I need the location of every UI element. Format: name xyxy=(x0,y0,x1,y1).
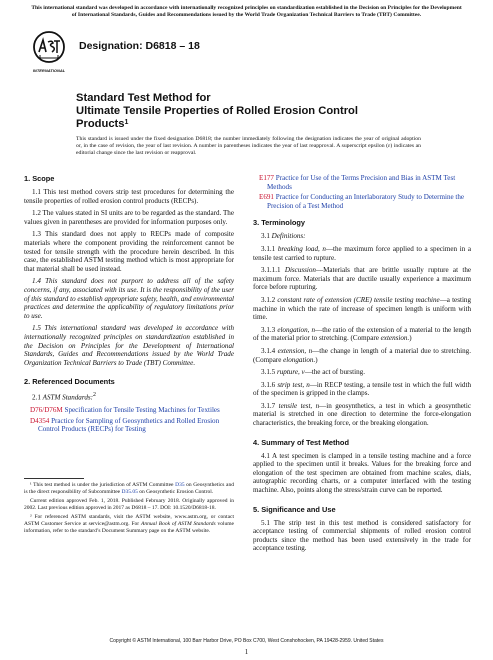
discussion-label: Discussion xyxy=(284,266,316,275)
footnote-2-italic: Annual Book of ASTM Standards xyxy=(140,520,216,527)
footnote-1-edition: Current edition approved Feb. 1, 2018. Published February 2018. Originally approved in 2002. Last previous edition approved in 2017 as D6818 – 17. DOI: 10.1520/D6818-18. xyxy=(24,498,234,511)
definition-number: 3.1.1 xyxy=(261,244,278,253)
title-footnote-mark: 1 xyxy=(124,119,129,126)
reference-code[interactable]: E691 xyxy=(259,193,274,202)
committee-link[interactable]: D35 xyxy=(175,482,185,488)
reference-title[interactable]: Practice for Conducting an Interlaboratory Study to Determine the Precision of a Test Method xyxy=(267,193,465,210)
definition-cre-machine xyxy=(253,296,471,322)
top-notice: This international standard was developed in accordance with internationally recognized principles on standardization established in the Decision on Principles for the Development of International Standards, Guides and Recommendations issued by the World Trade Organization Technical Barriers to Trade (TBT) Committee. xyxy=(31,5,462,18)
designation: Designation: D6818 – 18 xyxy=(79,40,200,52)
definition-number: 3.1.5 xyxy=(261,368,277,377)
reference-code[interactable]: D4354 xyxy=(30,416,50,425)
reference-e177[interactable] xyxy=(259,174,471,191)
paragraph-3-1 xyxy=(253,232,471,241)
definition-number: 3.1.3 xyxy=(261,325,278,334)
footnote-2 xyxy=(24,514,234,534)
definition-term: elongation, n xyxy=(277,325,316,334)
definition-text: —a testing machine in which the rate of increase of specimen length is uniform with time. xyxy=(253,295,472,322)
paragraph-1-3: 1.3 This standard does not apply to RECPs made of composite materials where the component providing the reinforcement cannot be tested for tensile strength with the procedure herein described. In this case, the established ASTM testing method which is most appropriate for that material shall be used instead. xyxy=(24,230,234,273)
footnote-2-text-a: ² For referenced ASTM standards, visit the ASTM website, www.astm.org, or contact ASTM Customer Service at service@astm.org. For xyxy=(24,514,234,527)
page-number: 1 xyxy=(244,648,249,656)
definition-text: —in RECP testing, a tensile test in which the full width of the specimen is gripped in the clamps. xyxy=(253,380,471,398)
paragraph-2-1 xyxy=(24,391,234,402)
paragraph-3-1-number: 3.1 xyxy=(261,232,272,241)
title-line-3-wrap xyxy=(76,118,406,131)
footnote-mark-2: 2 xyxy=(93,392,96,399)
definition-term: constant rate of extension (CRE) tensile testing machine xyxy=(277,295,440,304)
definition-term: strip test, n xyxy=(277,380,310,389)
paragraph-1-5-text: 1.5 This international standard was developed in accordance with internationally recognized principles on standardization established in the Decision on Principles for the Development of International Standards, Guides and Recommendations issued by the World Trade Organization Technical Barriers to Trade (TBT) Committee. xyxy=(24,324,234,367)
footnotes xyxy=(24,478,234,537)
title-line-1: Standard Test Method for xyxy=(76,92,211,104)
discussion-text: —Materials that are brittle usually rupture at the maximum force. Materials that are ductile usually experience a maximum force before rupturing. xyxy=(253,266,472,292)
definition-text: —the change in length of a material due to stretching. (Compare xyxy=(253,346,471,364)
reference-e691[interactable] xyxy=(259,193,471,210)
paragraph-5-1: 5.1 The strip test in this test method is considered satisfactory for acceptance testing of commercial shipments of rolled erosion control products since the method has been used extensively in the trade for acceptance testing. xyxy=(253,518,471,553)
astm-standards-label: ASTM Standards: xyxy=(42,393,94,402)
paragraph-1-1: 1.1 This test method covers strip test procedures for determining the tensile properties of rolled erosion control products (RECPs). xyxy=(24,188,234,205)
section-3-heading: 3. Terminology xyxy=(253,218,306,228)
cross-reference: extension. xyxy=(380,334,410,343)
footnote-2-text-b: volume information, refer to the standard’s Document Summary page on the ASTM website. xyxy=(24,520,234,534)
section-5-heading: 5. Significance and Use xyxy=(253,504,336,514)
reference-d76[interactable] xyxy=(30,406,234,415)
right-column xyxy=(253,174,471,557)
reference-code[interactable]: E177 xyxy=(259,174,274,182)
definition-breaking-load xyxy=(253,245,471,262)
paragraph-1-4-text: 1.4 This standard does not purport to address all of the safety concerns, if any, associated with its use. It is the responsibility of the user of this standard to establish appropriate safety, health, and environmental practices and determine the applicability of regulatory limitations prior to use. xyxy=(24,277,234,320)
definition-number: 3.1.1.1 xyxy=(261,266,285,275)
definition-term: breaking load, n xyxy=(277,244,326,253)
reference-title[interactable]: Specification for Tensile Testing Machines for Textiles xyxy=(64,406,220,415)
discussion-breaking-load xyxy=(253,266,471,292)
section-1-heading: 1. Scope xyxy=(24,174,55,183)
footnote-divider xyxy=(24,478,84,479)
definition-extension xyxy=(253,347,471,364)
astm-international-logo-icon xyxy=(30,30,68,76)
title-line-3: Products xyxy=(76,118,125,130)
definition-strip-test xyxy=(253,381,471,398)
closing-paren: ) xyxy=(409,334,412,343)
paragraph-1-2: 1.2 The values stated in SI units are to be regarded as the standard. The values given in parentheses are provided for information purposes only. xyxy=(24,209,234,226)
definition-number: 3.1.4 xyxy=(261,346,278,355)
definition-tensile-test xyxy=(253,402,471,428)
paragraph-4-1: 4.1 A test specimen is clamped in a tensile testing machine and a force applied to the specimen until it breaks. Values for the breaking force and elongation of the test specimen are obtained from machine scales, dials, autographic recording charts, or a computer interfaced with the testing machine. Also, points along the stress/strain curve can be reported. xyxy=(253,451,471,495)
section-2-heading: 2. Referenced Documents xyxy=(24,377,115,387)
definition-term: tensile test, n xyxy=(278,401,320,410)
standard-issuance-note: This standard is issued under the fixed designation D6818; the number immediately following the designation indicates the year of original adoption or, in the case of revision, the year of last revision. A number in parentheses indicates the year of last reapproval. A superscript epsilon (ε) indicates an editorial change since the last revision or reapproval. xyxy=(76,136,421,156)
section-4-heading: 4. Summary of Test Method xyxy=(253,437,349,447)
definition-elongation xyxy=(253,326,471,343)
footnote-1-text-b: on Geosynthetics and is the direct responsibility of Subcommittee xyxy=(24,482,234,495)
definition-term: extension, n xyxy=(277,346,313,355)
definition-number: 3.1.6 xyxy=(261,380,278,389)
reference-d4354[interactable] xyxy=(30,417,234,434)
left-column xyxy=(24,174,234,436)
definition-number: 3.1.2 xyxy=(261,295,278,304)
definition-text: —the act of bursting. xyxy=(304,368,365,377)
cross-reference: elongation. xyxy=(283,355,316,364)
footnote-1 xyxy=(24,482,234,495)
closing-paren: ) xyxy=(315,355,318,364)
copyright-footer: Copyright © ASTM International, 100 Barr Harbor Drive, PO Box C700, West Conshohocken, PA 19428-2959. United States xyxy=(109,638,384,644)
paragraph-1-5 xyxy=(24,324,234,367)
definition-rupture xyxy=(253,368,471,377)
paragraph-2-1-number: 2.1 xyxy=(32,393,43,402)
definition-term: rupture, v xyxy=(276,368,305,377)
reference-title[interactable]: Practice for Use of the Terms Precision and Bias in ASTM Test Methods xyxy=(267,174,456,191)
astm-logo xyxy=(30,30,68,76)
definition-text: —the ratio of the extension of a material to the length of the material prior to stretching. (Compare xyxy=(253,325,471,343)
paragraph-1-4 xyxy=(24,277,234,320)
reference-code[interactable]: D76/D76M xyxy=(30,406,63,415)
footnote-1-text-c: on Geosynthetic Erosion Control. xyxy=(137,488,214,495)
definition-text: —in geosynthetics, a test in which a geosynthetic material is stretched in one direction to determine the force-elongation characteristics, the breaking force, or the breaking elongation. xyxy=(253,401,471,428)
document-title xyxy=(76,92,406,131)
definitions-label: Definitions: xyxy=(271,232,306,241)
reference-title[interactable]: Practice for Sampling of Geosynthetics and Rolled Erosion Control Products (RECPs) for Testing xyxy=(38,416,220,434)
subcommittee-link[interactable]: D35.05 xyxy=(121,488,138,495)
definition-text: —the maximum force applied to a specimen in a tensile test carried to rupture. xyxy=(253,244,471,262)
footnote-1-text-a: ¹ This test method is under the jurisdiction of ASTM Committee xyxy=(30,482,176,488)
title-line-2: Ultimate Tensile Properties of Rolled Erosion Control xyxy=(76,105,359,117)
logo-text: INTERNATIONAL xyxy=(32,68,66,73)
definition-number: 3.1.7 xyxy=(261,401,279,410)
